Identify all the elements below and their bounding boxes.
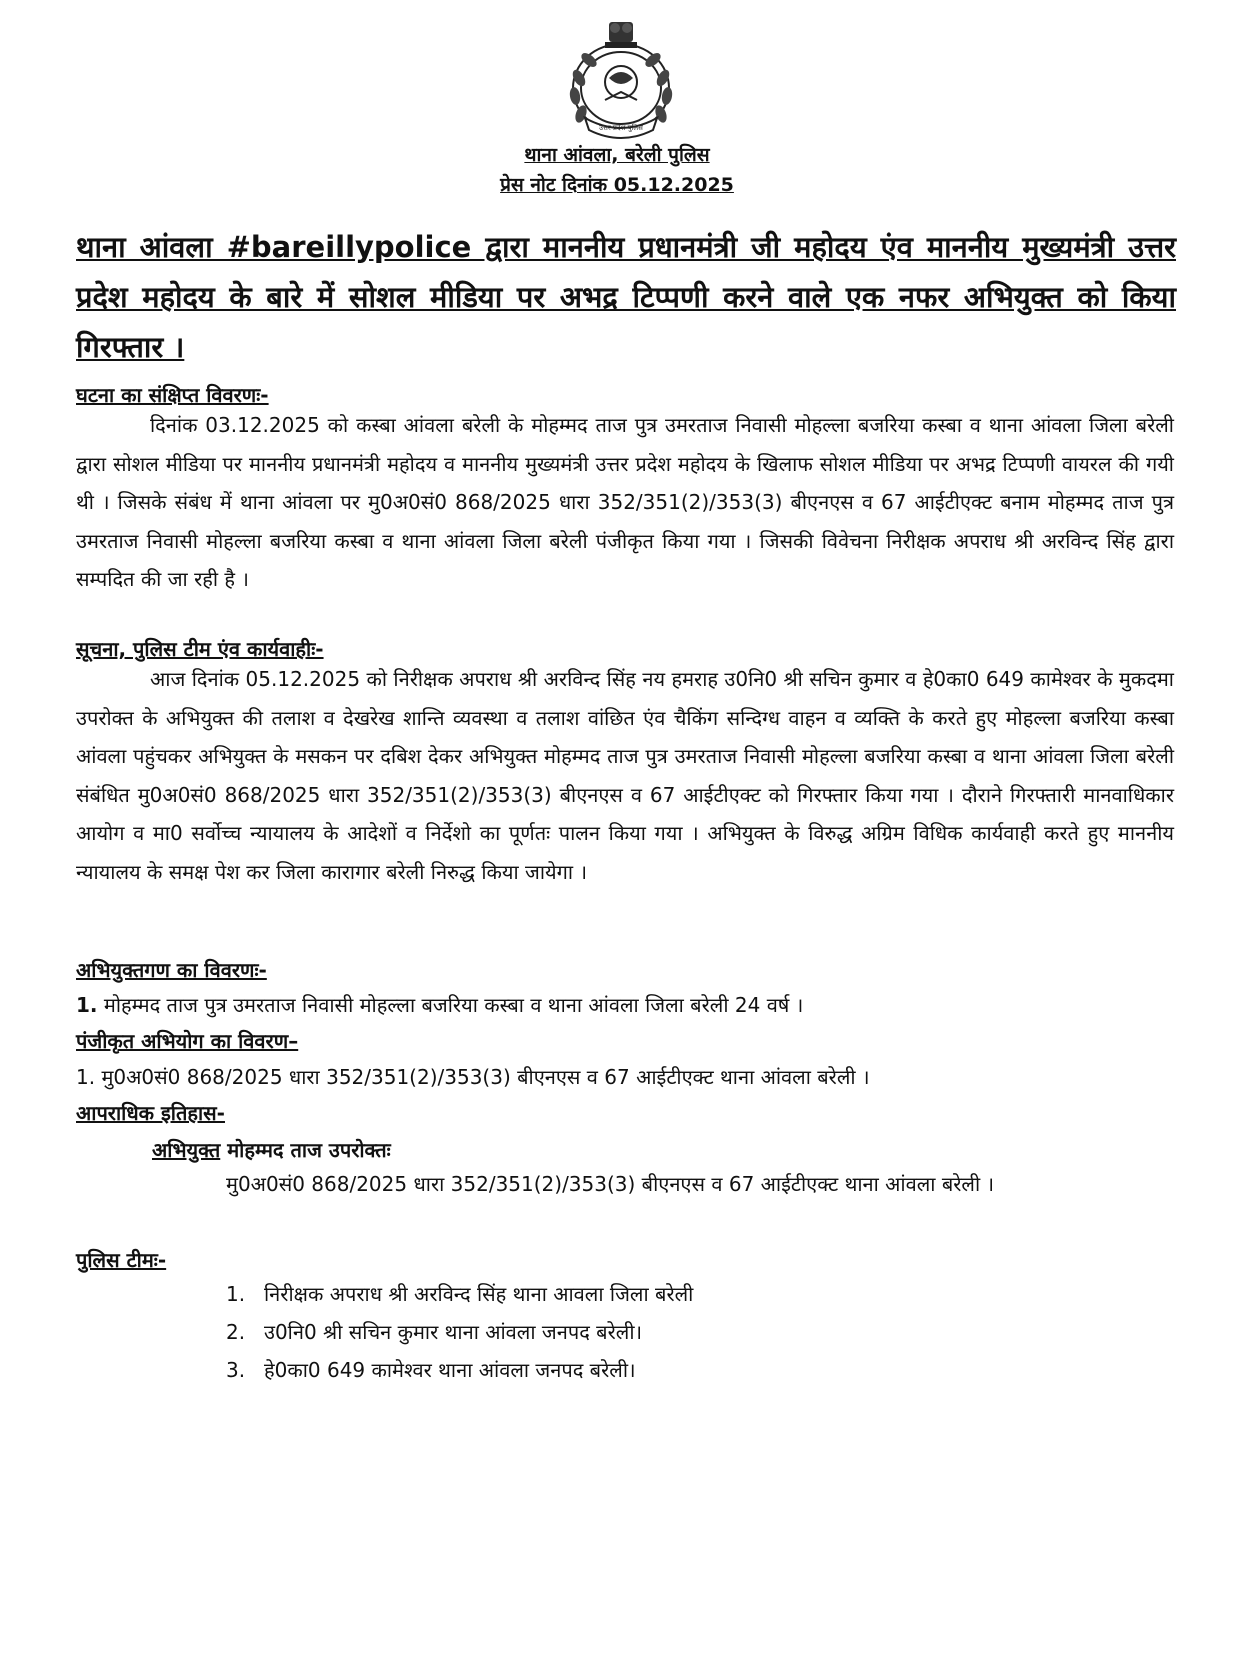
team-member xyxy=(226,1356,636,1383)
accused-item xyxy=(76,991,803,1018)
press-note-date: प्रेस नोट दिनांक 05.12.2025 xyxy=(500,174,734,196)
history-subheading xyxy=(152,1136,391,1163)
history-heading: आपराधिक इतिहास- xyxy=(76,1101,225,1125)
accused-num: 1. xyxy=(76,993,98,1017)
team-member-num: 3. xyxy=(226,1358,246,1382)
action-text: आज दिनांक 05.12.2025 को निरीक्षक अपराध श्री अरविन्द सिंह नय हमराह उ0नि0 श्री सचिन कुमार व हे0का0 649 कामेश्वर के मुकदमा उपरोक्त के अभियुक्त की तलाश व देखरेख शान्ति व्यवस्था व तलाश वांछित एंव चैकिंग सन्दिग्ध वाहन व व्यक्ति के करते हुए मोहल्ला बजरिया कस्बा आंवला पहुंचकर अभियुक्त के मसकन पर दबिश देकर अभियुक्त मोहम्मद ताज पुत्र उमरताज निवासी मोहल्ला बजरिया कस्बा व थाना आंवला जिला बरेली संबंधित मु0अ0सं0 868/2025 धारा 352/351(2)/353(3) बीएनएस व 67 आईटीएक्ट को गिरफ्तार किया गया । दौराने गिरफ्तारी मानवाधिकार आयोग व मा0 सर्वोच्च न्यायालय के आदेशों व निर्देशो का पूर्णतः पालन किया गया । अभियुक्त के विरुद्ध अग्रिम विधिक कार्यवाही करते हुए माननीय न्यायालय के समक्ष पेश कर जिला कारागार बरेली निरुद्ध किया जायेगा । xyxy=(76,667,1174,884)
incident-heading: घटना का संक्षिप्त विवरणः- xyxy=(76,383,269,407)
team-member-text: उ0नि0 श्री सचिन कुमार थाना आंवला जनपद बरेली। xyxy=(264,1320,643,1344)
case-item: 1. मु0अ0सं0 868/2025 धारा 352/351(2)/353(3) बीएनएस व 67 आईटीएक्ट थाना आंवला बरेली । xyxy=(76,1065,870,1089)
up-police-emblem-icon xyxy=(565,18,677,142)
team-member-text: हे0का0 649 कामेश्वर थाना आंवला जनपद बरेली। xyxy=(264,1358,636,1382)
station-heading: थाना आंवला, बरेली पुलिस xyxy=(524,144,710,166)
history-sub-rest: मोहम्मद ताज उपरोक्तः xyxy=(220,1138,391,1162)
history-item: मु0अ0सं0 868/2025 धारा 352/351(2)/353(3) बीएनएस व 67 आईटीएक्ट थाना आंवला बरेली । xyxy=(226,1172,995,1196)
team-member xyxy=(226,1318,642,1345)
case-heading: पंजीकृत अभियोग का विवरण– xyxy=(76,1029,299,1053)
action-body xyxy=(76,660,1174,891)
team-heading: पुलिस टीमः- xyxy=(76,1248,167,1272)
emblem-motto: उत्तर प्रदेश पुलिस xyxy=(599,124,643,132)
action-heading: सूचना, पुलिस टीम एंव कार्यवाहीः- xyxy=(76,637,324,661)
incident-body xyxy=(76,406,1174,599)
page-title: थाना आंवला #bareillypolice द्वारा माननीय प्रधानमंत्री जी महोदय एंव माननीय मुख्यमंत्री उत्तर प्रदेश महोदय के बारे में सोशल मीडिया पर अभद्र टिप्पणी करने वाले एक नफर अभियुक्त को किया गिरफ्तार । xyxy=(76,230,1176,364)
accused-text: मोहम्मद ताज पुत्र उमरताज निवासी मोहल्ला बजरिया कस्बा व थाना आंवला जिला बरेली 24 वर्ष । xyxy=(103,993,804,1017)
history-sub-label: अभियुक्त xyxy=(152,1138,221,1162)
team-member-text: निरीक्षक अपराध श्री अरविन्द सिंह थाना आवला जिला बरेली xyxy=(264,1282,694,1306)
team-member-num: 2. xyxy=(226,1320,246,1344)
incident-text: दिनांक 03.12.2025 को कस्बा आंवला बरेली के मोहम्मद ताज पुत्र उमरताज निवासी मोहल्ला बजरिया कस्बा व थाना आंवला जिला बरेली द्वारा सोशल मीडिया पर माननीय प्रधानमंत्री महोदय व माननीय मुख्यमंत्री उत्तर प्रदेश महोदय के खिलाफ सोशल मीडिया पर अभद्र टिप्पणी वायरल की गयी थी । जिसके संबंध में थाना आंवला पर मु0अ0सं0 868/2025 धारा 352/351(2)/353(3) बीएनएस व 67 आईटीएक्ट बनाम मोहम्मद ताज पुत्र उमरताज निवासी मोहल्ला बजरिया कस्बा व थाना आंवला जिला बरेली पंजीकृत किया गया । जिसकी विवेचना निरीक्षक अपराध श्री अरविन्द सिंह द्वारा सम्पदित की जा रही है । xyxy=(76,413,1174,591)
accused-heading: अभियुक्तगण का विवरणः- xyxy=(76,958,267,982)
team-member-num: 1. xyxy=(226,1282,246,1306)
team-member xyxy=(226,1280,693,1307)
